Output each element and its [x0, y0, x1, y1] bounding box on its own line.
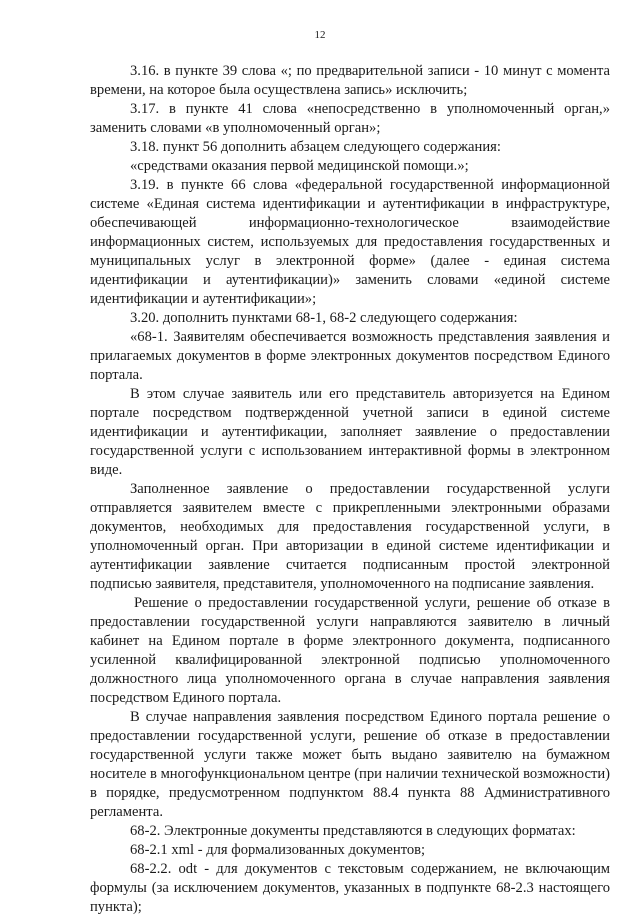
paragraph-3-20: 3.20. дополнить пунктами 68-1, 68-2 следующего содержания: — [130, 310, 518, 326]
paragraph-68-2: 68-2. Электронные документы представляются в следующих форматах: — [130, 823, 576, 839]
page-number: 12 — [314, 29, 326, 41]
paragraph-3-19: 3.19. в пункте 66 слова «федеральной государственной информационной системе «Единая система идентификации и аутентификации в инфраструктуре, обеспечивающей информационно-технологическое взаимодействие информационных систем, используемых для предоставления государственных и муниципальных услуг в электронной форме» (далее - единая система идентификации и аутентификации)» заменить словами «единой системе идентификации и аутентификации»; — [90, 177, 610, 307]
paragraph-68-2-1: 68-2.1 xml - для формализованных документов; — [130, 842, 426, 858]
paragraph-3-18-quote: «средствами оказания первой медицинской помощи.»; — [130, 158, 469, 174]
paragraph-3-16: 3.16. в пункте 39 слова «; по предварительной записи - 10 минут с момента времени, на которое была осуществлена запись» исключить; — [90, 63, 610, 98]
paragraph-decision: Решение о предоставлении государственной услуги, решение об отказе в предоставлении государственной услуги направляются заявителю в личный кабинет на Едином портале в форме электронного документа, подписанного усиленной квалифицированной электронной подписью уполномоченного должностного лица уполномоченного органа в случае направления заявления посредством Единого портала. — [90, 595, 610, 706]
paragraph-submission: Заполненное заявление о предоставлении государственной услуги отправляется заявителем вместе с прикрепленными электронными образами документов, необходимых для предоставления государственной услуги, в уполномоченный орган. При авторизации в единой системе идентификации и аутентификации заявление считается подписанным простой электронной подписью заявителя, представителя, уполномоченного на подписание заявления. — [90, 481, 610, 592]
paragraph-68-1: «68-1. Заявителям обеспечивается возможность представления заявления и прилагаемых документов в форме электронных документов посредством Единого портала. — [90, 329, 610, 383]
paragraph-authorization: В этом случае заявитель или его представитель авторизуется на Едином портале посредством подтвержденной учетной записи в единой системе идентификации и аутентификации, заполняет заявление о предоставлении государственной услуги с использованием интерактивной формы в электронном виде. — [90, 386, 610, 478]
paragraph-3-17: 3.17. в пункте 41 слова «непосредственно в уполномоченный орган,» заменить словами «в уполномоченный орган»; — [90, 101, 610, 136]
paragraph-3-18: 3.18. пункт 56 дополнить абзацем следующего содержания: — [130, 139, 501, 155]
document-body — [90, 62, 610, 917]
paragraph-paper-copy: В случае направления заявления посредством Единого портала решение о предоставлении государственной услуги, решение об отказе в предоставлении государственной услуги также может быть выдано заявителю на бумажном носителе в многофункциональном центре (при наличии технической возможности) в порядке, предусмотренном подпунктом 88.4 пункта 88 Административного регламента. — [90, 709, 610, 820]
paragraph-68-2-2: 68-2.2. odt - для документов с текстовым содержанием, не включающим формулы (за исключением документов, указанных в подпункте 68-2.3 настоящего пункта); — [90, 861, 610, 915]
